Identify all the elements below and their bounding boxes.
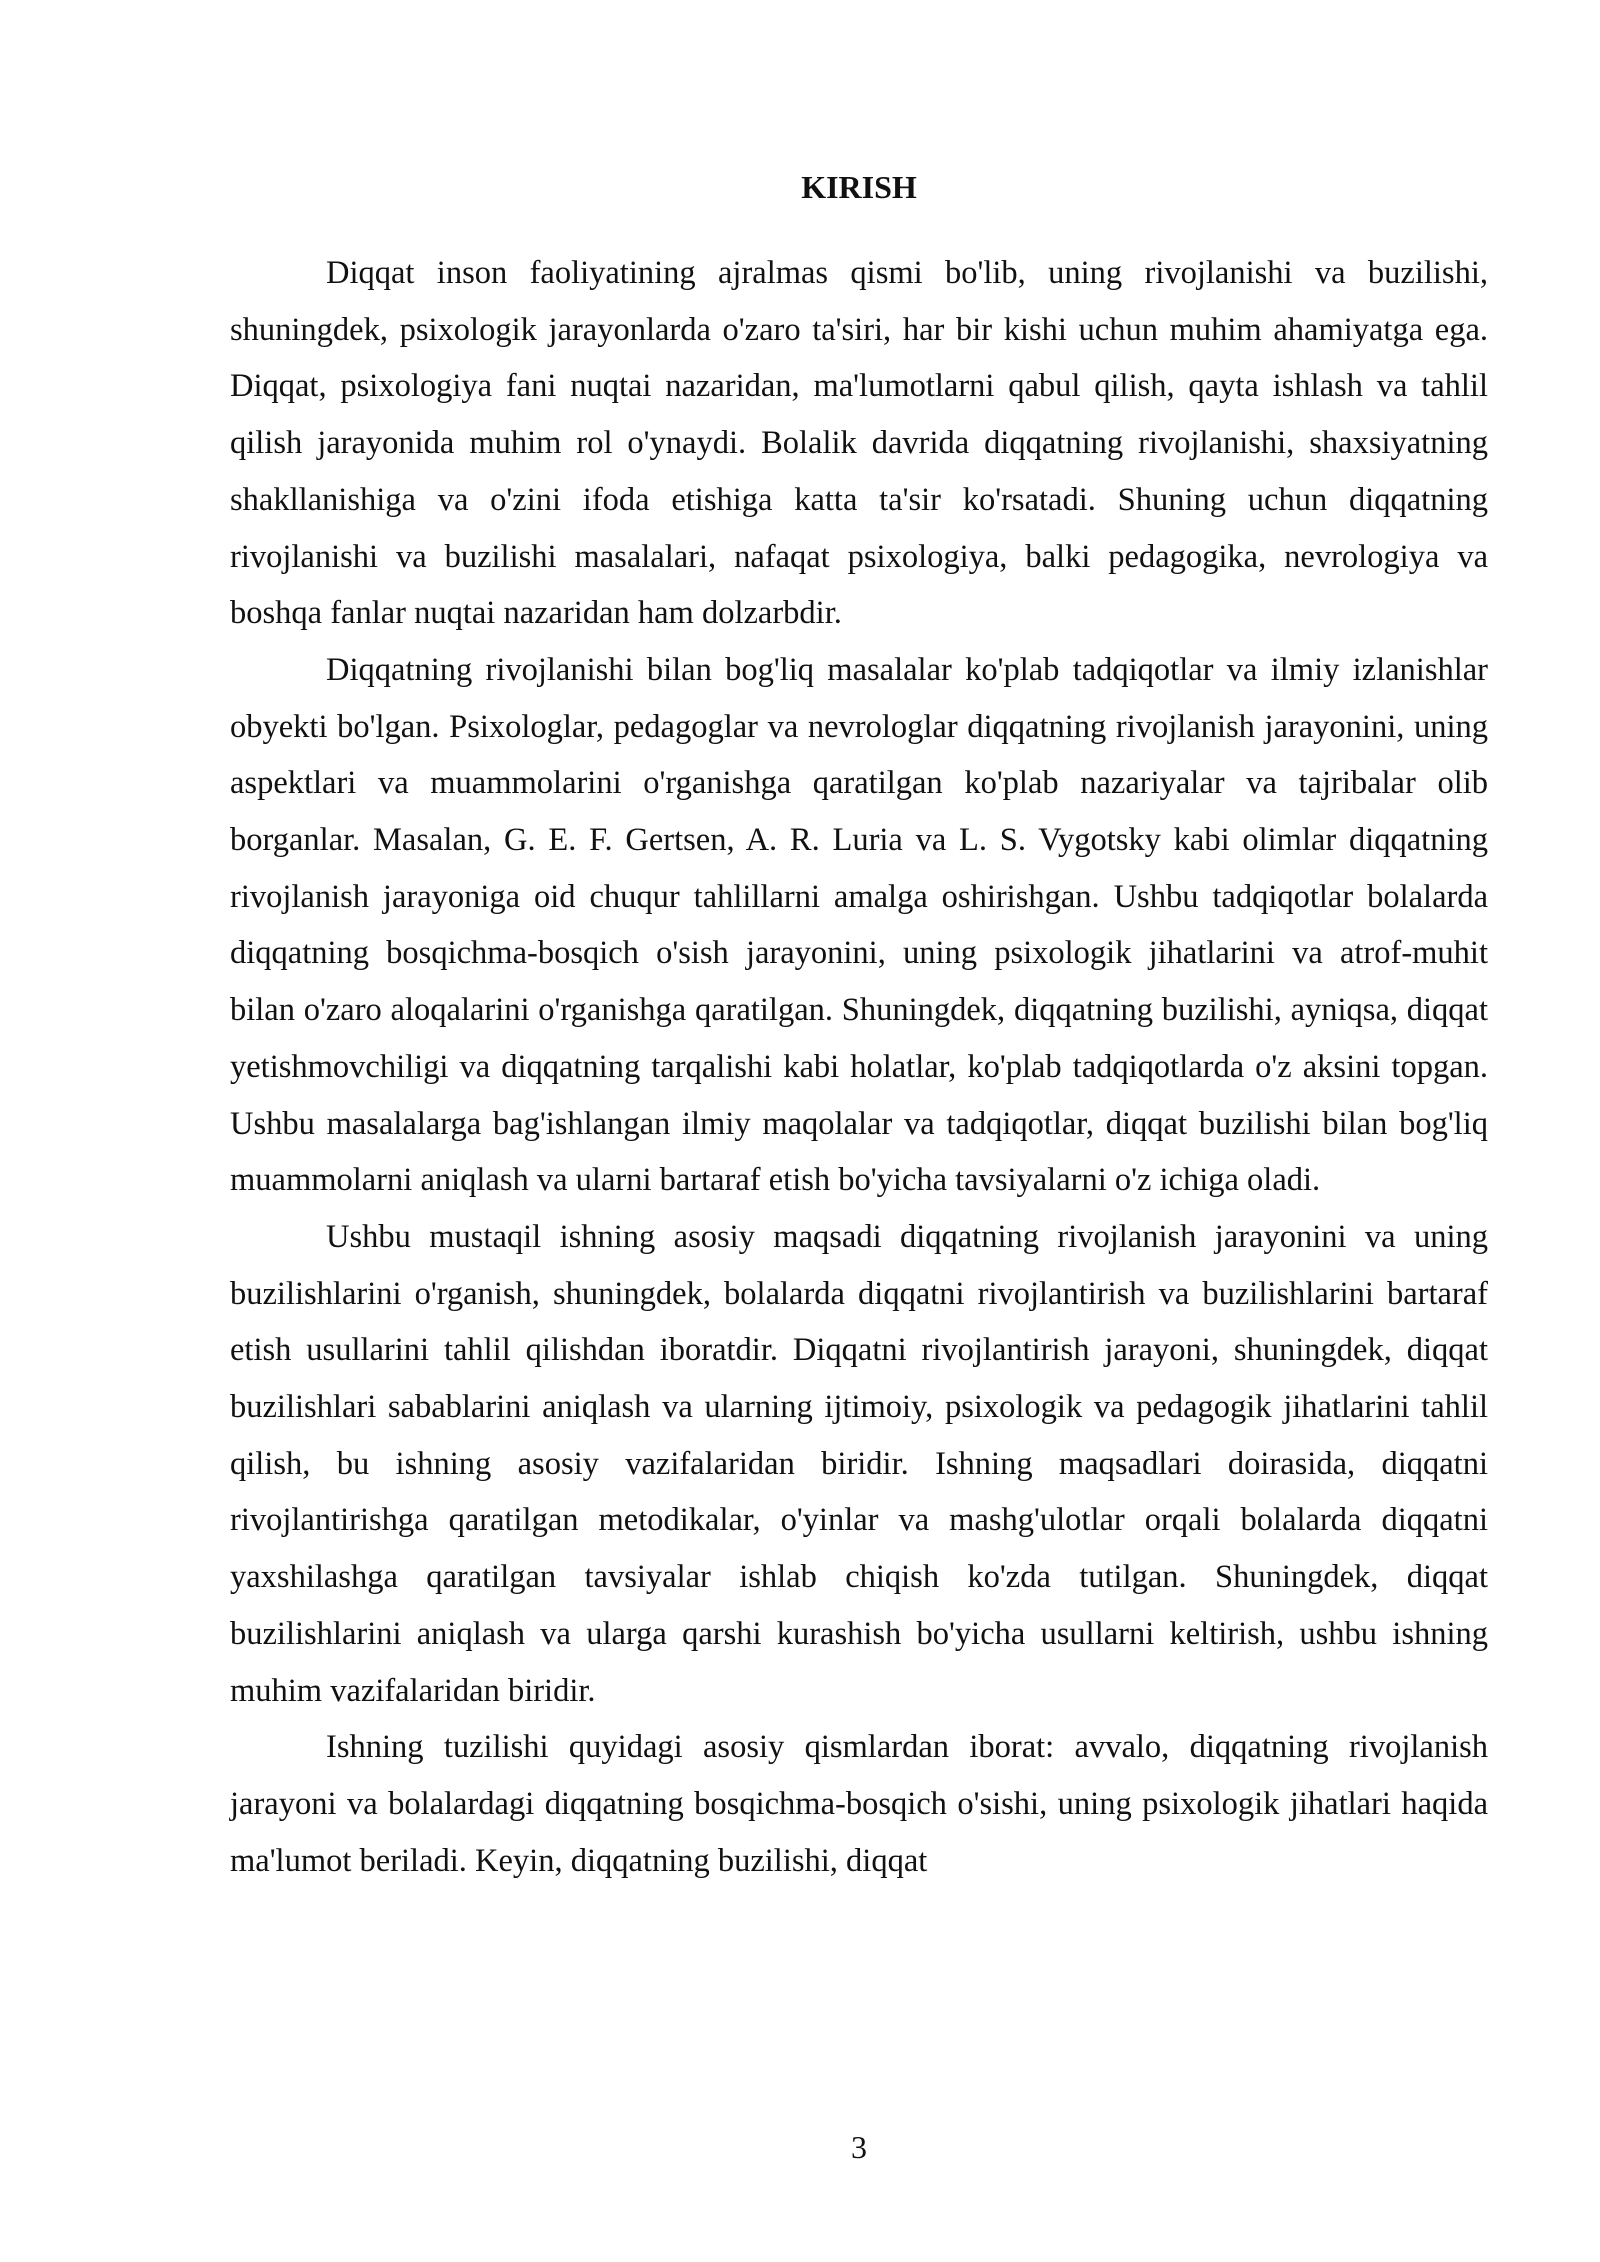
page-title: KIRISH	[801, 169, 917, 205]
paragraph-4: Ishning tuzilishi quyidagi asosiy qismlardan iborat: avvalo, diqqatning rivojlanish jarayoni va bolalardagi diqqatning bosqichma-bosqich o'sishi, uning psixologik jihatlari haqida ma'lumot beriladi. Keyin, diqqatning buzilishi, diqqat	[230, 1729, 1488, 1879]
page-number: 3	[851, 2129, 867, 2165]
paragraph-3: Ushbu mustaqil ishning asosiy maqsadi diqqatning rivojlanish jarayonini va uning buzilishlarini o'rganish, shuningdek, bolalarda diqqatni rivojlantirish va buzilishlarini bartaraf etish usullarini tahlil qilishdan iboratdir. Diqqatni rivojlantirish jarayoni, shuningdek, diqqat buzilishlari sabablarini aniqlash va ularning ijtimoiy, psixologik va pedagogik jihatlarini tahlil qilish, bu ishning asosiy vazifalaridan biridir. Ishning maqsadlari doirasida, diqqatni rivojlantirishga qaratilgan metodikalar, o'yinlar va mashg'ulotlar orqali bolalarda diqqatni yaxshilashga qaratilgan tavsiyalar ishlab chiqish ko'zda tutilgan. Shuningdek, diqqat buzilishlarini aniqlash va ularga qarshi kurashish bo'yicha usullarni keltirish, ushbu ishning muhim vazifalaridan biridir.	[230, 1218, 1488, 1709]
paragraph-1: Diqqat inson faoliyatining ajralmas qismi bo'lib, uning rivojlanishi va buzilishi, shuningdek, psixologik jarayonlarda o'zaro ta'siri, har bir kishi uchun muhim ahamiyatga ega. Diqqat, psixologiya fani nuqtai nazaridan, ma'lumotlarni qabul qilish, qayta ishlash va tahlil qilish jarayonida muhim rol o'ynaydi. Bolalik davrida diqqatning rivojlanishi, shaxsiyatning shakllanishiga va o'zini ifoda etishiga katta ta'sir ko'rsatadi. Shuning uchun diqqatning rivojlanishi va buzilishi masalalari, nafaqat psixologiya, balki pedagogika, nevrologiya va boshqa fanlar nuqtai nazaridan ham dolzarbdir.	[230, 255, 1488, 632]
document-body	[230, 245, 1488, 1889]
paragraph-2: Diqqatning rivojlanishi bilan bog'liq masalalar ko'plab tadqiqotlar va ilmiy izlanishlar obyekti bo'lgan. Psixologlar, pedagoglar va nevrologlar diqqatning rivojlanish jarayonini, uning aspektlari va muammolarini o'rganishga qaratilgan ko'plab nazariyalar va tajribalar olib borganlar. Masalan, G. E. F. Gertsen, A. R. Luria va L. S. Vygotsky kabi olimlar diqqatning rivojlanish jarayoniga oid chuqur tahlillarni amalga oshirishgan. Ushbu tadqiqotlar bolalarda diqqatning bosqichma-bosqich o'sish jarayonini, uning psixologik jihatlarini va atrof-muhit bilan o'zaro aloqalarini o'rganishga qaratilgan. Shuningdek, diqqatning buzilishi, ayniqsa, diqqat yetishmovchiligi va diqqatning tarqalishi kabi holatlar, ko'plab tadqiqotlarda o'z aksini topgan. Ushbu masalalarga bag'ishlangan ilmiy maqolalar va tadqiqotlar, diqqat buzilishi bilan bog'liq muammolarni aniqlash va ularni bartaraf etish bo'yicha tavsiyalarni o'z ichiga oladi.	[230, 651, 1488, 1199]
